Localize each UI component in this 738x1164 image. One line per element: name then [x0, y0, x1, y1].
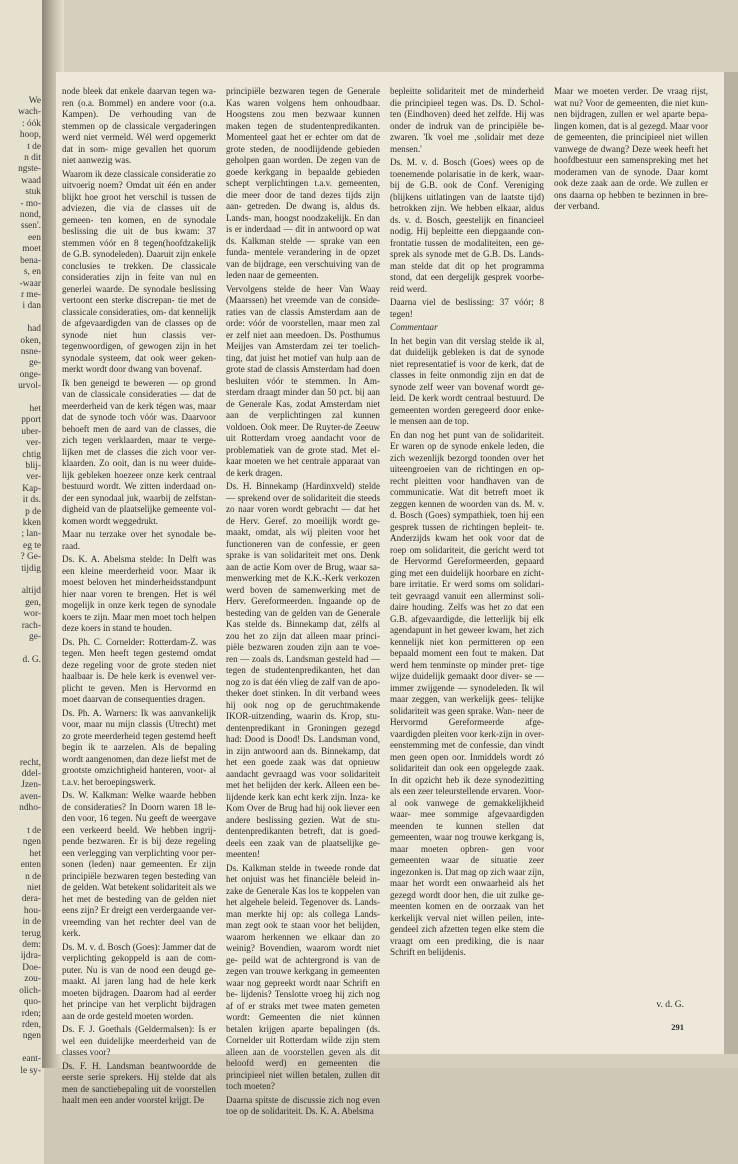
text-column-3 [390, 86, 544, 986]
left-page-line: pport [21, 415, 41, 426]
left-page-line: stuk [25, 187, 41, 198]
left-page-line: We [28, 96, 41, 106]
left-page-line [0, 575, 44, 586]
left-page-line: tijdig [21, 563, 41, 574]
left-page-line: eant- [22, 1054, 41, 1065]
left-page-line: : óók [21, 118, 41, 129]
paragraph: Waarom ik deze classicale consideratie zo uitvoerig noem? Omdat uit één en ander blijkt hoe groot het verschil is tussen de adviezen, die via de classes uit de gemeen- ten komen, en de synodale beslissing die uit de bus kwam: 37 stemmen vóór en 8 tegen(hoofdzakelijk de G.B. synodeleden). Daaruit zijn enkele conclusies te trekken. De classicale consideraties zijn in feite van nul en generlei waarde. De synodale beslissing vertoont een sterke discrepan- tie met de classicale consideraties, om- dat kennelijk de afgevaardigden van de classes op de synode niet hun classis ver- tegenwoordigen, of gewogen zijn in het synodale systeem, dat ook weer geken- merkt wordt door dwang van bovenaf. [62, 168, 216, 374]
left-page-line: kken [22, 518, 41, 529]
left-page-line: aven- [20, 791, 41, 802]
left-page-line [0, 815, 44, 826]
author-signature: v. d. G. [656, 1000, 684, 1010]
left-page-line [0, 712, 44, 723]
left-page-line: bena- [20, 255, 41, 266]
left-page-line [0, 678, 44, 689]
paragraph: Ds. Ph. C. Cornelder: Rotterdam-Z. was tegen. Men heeft tegen gestemd omdat deze regeling voor de grote steden niet haalbaar is. De hele kerk is evenwel ver- plicht te geven. Men is Hervormd en moet daarvan de consequenties dragen. [62, 636, 216, 704]
left-page-line: blij- [25, 461, 41, 471]
left-page-line: wach- [18, 107, 41, 118]
paragraph: Daarna spitste de discussie zich nog even toe op de solidariteit. Ds. K. A. Abelsma [226, 1094, 380, 1116]
left-page-line: Kap- [22, 483, 41, 494]
left-page-line: it ds. [22, 495, 41, 506]
paragraph: Ds. M. v. d. Bosch (Goes) wees op de toenemende polarisatie in de kerk, waar- bij de G.B. ook de Conf. Vereniging (blijkens uitlatingen van de laatste tijd) betrokken zijn. We hebben elkaar, aldus ds. v. d. Bosch, geestelijk en financieel nodig. Hij bepleitte een diepgaande con- frontatie tussen de modaliteiten, een ge- sprek als synode met de G.B. Ds. Lands- man stelde dat dit op het programma stond, dat een dergelijk gesprek voorbe- reid werd. [390, 157, 544, 294]
left-page-line [0, 735, 44, 746]
left-page-line: s, en [23, 267, 41, 278]
paragraph: node bleek dat enkele daarvan tegen wa- ren (o.a. Bommel) en andere voor (o.a. Kampen). De verhouding van de stemmen op de classicale vergaderingen werd niet vermeld. Wél werd opgemerkt dat in som- mige gevallen het quorum niet aanwezig was. [62, 86, 216, 165]
left-page-line: - mo- [20, 198, 41, 209]
left-page-line: gen, [25, 597, 41, 608]
left-page-line: waad [21, 175, 41, 186]
paragraph: Maar nu terzake over het synodale be- raad. [62, 529, 216, 551]
paragraph: Ds. F. J. Goethals (Geldermalsen): Is er wel een duidelijke meerderheid van de classes voor? [62, 1024, 216, 1057]
paragraph: Daarna viel de beslissing: 37 vóór; 8 tegen! [390, 297, 544, 319]
paragraph: In het begin van dit verslag stelde ik al, dat duidelijk gebleken is dat de synode niet representatief is voor de kerk, dat de classes in feite onmondig zijn en dat de synode zelf weer van bovenaf wordt ge- leid. De kerk wordt centraal bestuurd. De gemeenten worden geregeerd door enke- le mensen aan de top. [390, 335, 544, 426]
left-page-line [0, 644, 44, 655]
left-page-line: het [29, 848, 41, 859]
left-page-line: rach- [21, 620, 41, 631]
paragraph: Ds. Kalkman stelde in tweede ronde dat het onjuist was het financiële beleid in- zake de Generale Kas los te koppelen van het algehele beleid. Tegenover ds. Lands- man merkte hij op: als collega Lands- man zegt ook te staan voor het belijden, waarom herkennen we elkaar dan zo weinig? Bovendien, waarom wordt niet ge- peild wat de achtergrond is van de zegen van trouwe kerkgang in gemeenten waar nog gepreekt wordt naar Schrift en be- lijdenis? Tenslotte vroeg hij zich nog af of er straks met twee maten gemeten wordt: Gemeenten die niet kúnnen betalen krijgen aparte bepalingen (ds. Cornelder uit Rotterdam wilde zijn stem alleen aan de voorstellen geven als dit beloofd werd) en gemeenten die principieel niet willen betalen, zullen dit toch moeten? [226, 862, 380, 1091]
left-page-line: moet [22, 244, 41, 255]
left-page-fragment [0, 0, 44, 1164]
paragraph: En dan nog het punt van de solidariteit. Er waren op de synode enkele leden, die zich wezenlijk bezorgd toonden over het uiteengroeien van de richtingen en op- recht pleitten voor handhaven van de communicatie. Wat dit betreft moet ik zeggen kennen de woorden van ds. M. v. d. Bosch (Goes) sympathiek, toen hij een gesprek tussen de richtingen bepleit- te. Anderzijds kwam het ook voor dat de roep om solidariteit, die gericht werd tot de Hervormd Gereformeerden, gepaard ging met een duidelijk hoorbare en zicht- bare irritatie. Er werd soms om solidari- teit gevraagd vanuit een allerminst soli- daire houding. Zelfs was het zo dat een G.B. afgevaardigde, die letterlijk bij elk agendapunt in het geweer kwam, het zich kennelijk niet kon permitteren op een bepaald moment een fout te maken. Dat werd hem tenminste op minder pret- tige wijze duidelijk gemaakt door diver- se — immer zwijgende — synodeleden. Ik wil maar zeggen, van werkelijk gees- telijke solidariteit was geen sprake. Wan- neer de Hervormd Gereformeerde afge- vaardigden pleiten voor kerk-zijn in over- eenstemming met de confessie, dan vindt men geen open oor. Inmiddels wordt zó solidariteit dan ook een opgelegde zaak. In dit opzicht heb ik deze synodezitting als een zeer teleurstellende ervaren. Voor- al ook vanwege de gemakkelijkheid waar- mee sommige afgevaardigden meenden te kunnen stellen dat gemeenten, waar nog trouwe kerkgang is, maar moeten opbren- gen voor gemeenten waar de situatie zeer ingezonken is. Dat mag op zich waar zijn, maar het wordt een onwaarheid als het gezegd wordt door hen, die uit zulke ge- meenten komen en de oorzaak van het kerkelijk verval niet willen peilen, inte- gendeel zich afzetten tegen elke stem die vraagt om een prediking, die is naar Schrift en belijdenis. [390, 429, 544, 957]
paragraph: Ds. M. v. d. Bosch (Goes): Jammer dat de verplichting gekoppeld is aan de com- puter. Nu is van de nood een deugd ge- maakt. Al jaren lang had de hele kerk moeten bijdragen. Daarom had al eerder het principe van het verplicht bijdragen aan de orde gesteld moeten worden. [62, 941, 216, 1021]
paragraph: Vervolgens stelde de heer Van Waay (Maarssen) het vreemde van de conside- raties van de classis Amsterdam aan de orde: vóór de voorstellen, maar men zal er zelf niet aan meedoen. Ds. Posthumus Meijjes van Amsterdam zei ter toelich- ting, dat juist het motief van hulp aan de grote stad de classis Amsterdam had doen besluiten vóór te stemmen. In Am- sterdam draagt minder dan 50 pct. bij aan de Generale Kas, zodat Amsterdam niet aan de verplichtingen zal kunnen voldoen. Ook meer. De Ruyter-de Zeeuw uit Rotterdam vroeg aandacht voor de problematiek van de grote stad. Met el- kaar moeten we het centrale apparaat van de kerk dragen. [226, 283, 380, 478]
left-page-line: nsne- [20, 346, 41, 357]
left-page-line: eg te [23, 540, 41, 551]
left-page-line: p de [25, 506, 41, 517]
left-page-line [0, 393, 44, 404]
text-column-1 [62, 86, 216, 1105]
left-page-line: ver- [26, 438, 41, 449]
left-page-line [0, 746, 44, 757]
left-page-line: ijdra- [20, 951, 41, 962]
left-page-line: d. G. [22, 654, 41, 665]
left-page-line: ver- [26, 472, 41, 483]
left-page-line: niet [26, 883, 41, 894]
left-page-line: ndho- [19, 803, 41, 814]
page-number: 291 [671, 1022, 684, 1032]
text-column-2 [226, 86, 380, 1116]
left-page-line: olich- [19, 985, 41, 996]
left-page-line: r me- [20, 289, 41, 300]
page-edge-shadow [724, 72, 738, 1054]
paragraph: Ds. K. A. Abelsma stelde: In Delft was een kleine meerderheid voor. Maar ik moest beloven het minderheidsstandpunt hier naar voren te brengen. Het is wél mogelijk in onze kerk tegen de synodale koers te zijn. Maar men moet toch helpen deze koers in stand te houden. [62, 554, 216, 633]
left-page-line: in de [22, 917, 41, 928]
left-page-line: chtig [22, 449, 41, 460]
paragraph: Maar we moeten verder. De vraag rijst, wat nu? Voor de gemeenten, die niet kun- nen bijdragen, zullen er wel aparte bepa- lingen komen, dat is al gezegd. Maar voor de gemeenten, die principieel niet willen vanwege de dwang? Deze week heeft het hoofdbestuur een samenspreking met het moderamen van de synode. Daar komt ook deze zaak aan de orde. We zullen er ons daarna op hebben te bezinnen in bre- der verband. [554, 86, 708, 211]
left-page-line [0, 701, 44, 712]
left-page-line: oken, [20, 335, 41, 346]
left-page-line: enten [20, 860, 41, 871]
magazine-page [56, 72, 724, 1116]
left-page-line: dem: [22, 940, 41, 951]
left-page-line [0, 689, 44, 700]
left-page-line: terug [21, 928, 41, 939]
left-page-line: ssen'. [20, 221, 41, 232]
left-page-line: het [29, 403, 41, 414]
left-page-line: recht, [19, 757, 41, 768]
left-page-line: een [27, 232, 41, 243]
left-page-line [0, 1043, 44, 1054]
left-page-line: i dan [22, 301, 41, 312]
left-page-line: quo- [23, 997, 41, 1008]
left-page-line: ge- [29, 358, 41, 369]
left-page-line: rden; [21, 1008, 41, 1019]
left-page-line: urvol- [18, 381, 41, 392]
section-heading: Commentaar [390, 322, 438, 332]
left-page-line: had [27, 324, 41, 335]
left-page-line [0, 666, 44, 677]
paragraph: Ds. F. H. Landsman beantwoordde de eerste serie sprekers. Hij stelde dat als men de sanctiebepaling uit de voorstellen haalt men een ander voorstel krijgt. De [62, 1060, 216, 1105]
left-page-line: hou- [23, 905, 41, 916]
paragraph: Ds. W. Kalkman: Welke waarde hebben de consideraties? In Doorn waren 18 le- den voor, 16 tegen. Nu geeft de weergave een verkeerd beeld. We hebben ingrij- pende bezwaren. Er is bij deze regeling een verlegging van verplichting voor per- sonen (leden) naar gemeenten. Er zijn principiële bezwaren tegen besteding van de gelden. Wat betekent solidariteit als we het met de besteding van de gelden niet eens zijn? Er dreigt een verdergaande ver- vreemding van het rechter deel van de kerk. [62, 790, 216, 938]
left-page-line: le sy- [20, 1065, 41, 1076]
left-page-line: onge- [19, 369, 41, 380]
left-page-line: ge- [29, 632, 41, 643]
left-page-line: ngste- [18, 164, 41, 175]
left-page-line: Jzen- [21, 780, 41, 791]
left-page-line: Doe- [22, 962, 41, 973]
left-page-line: ? Ge- [20, 552, 41, 563]
text-column-4 [554, 86, 708, 986]
left-page-line: -waar [19, 278, 41, 289]
left-page-line: ngen [22, 1031, 41, 1042]
left-page-line: ; lan- [21, 529, 41, 540]
paragraph: Ds. H. Binnekamp (Hardinxveld) stelde — sprekend over de solidariteit die steeds zo naar voren wordt gebracht — dat het de Herv. Geref. zo moeilijk wordt ge- maakt, omdat, als wij pleiten voor het functioneren van de confessie, er geen sprake is van solidariteit met ons. Denk aan de actie Kom over de Brug, waar sa- menwerking met de K.K.-Kerk verkozen werd boven de samenwerking met de Herv. Gereformeerden. Ingaande op de besteding van de gelden van de Generale Kas stelde ds. Binnekamp dat, zélfs al zou het zo zijn dat alleen maar princi- piële bezwaren zouden zijn aan te voe- ren — zoals ds. Landsman gesteld had — tegen de studentenpredikanten, het dan nog zo is dat één vlieg de zalf van de apo- theker doet stinken. In dit verband wees hij ook nog op de geruchtmakende IKOR-uitzending, waarin ds. Krop, stu- dentenpredikant in Groningen gezegd had: Dood is Dood! Ds. Landsman vond, in zijn antwoord aan ds. Binnekamp, dat het een goede zaak was dat opnieuw aandacht gevraagd was voor solidariteit met het belijden der kerk. Alleen een be- lijdende kerk kan echt kerk zijn. Inza- ke Kom Over de Brug had hij ook liever een andere beslissing gezien. Wat de stu- dentenpredikanten betreft, dat is goed- deels een zaak van de plaatselijke ge- meenten! [226, 481, 380, 859]
left-page-line: dera- [21, 894, 41, 905]
left-page-line: t de [27, 141, 41, 152]
left-page-line: ngen [22, 837, 41, 848]
left-page-line: n dit [24, 153, 41, 164]
left-page-line: wor- [23, 609, 41, 620]
left-page-line: zou- [24, 974, 41, 985]
paragraph: bepleitte solidariteit met de minderheid die principieel tegen was. Ds. D. Schol- ten (Eindhoven) deed het zelfde. Hij was onder de indruk van de principiële be- zwaren. 'Ik voel me ‚solidair met deze mensen.' [390, 86, 544, 154]
paragraph: Ik ben geneigd te beweren — op grond van de classicale consideraties — dat de meerderheid van de kerk tégen was, maar dat de synode toch vóór was. Daarvoor behoeft men de aard van de classes, die zich tegen verklaarden, maar te verge- lijken met de classes die zich voor ver- klaarden. Zo ooit, dan is nu weer duide- lijk gebleken hoezeer onze kerk centraal bestuurd wordt. We zitten inderdaad on- der een synodaal juk, waarbij de zelfstan- digheid van de plaatselijke gemeente vol- komen wordt weggedrukt. [62, 377, 216, 526]
left-page-line: uber- [21, 426, 41, 437]
left-page-line: hoop, [19, 130, 41, 141]
left-page-line: n de [25, 871, 41, 882]
left-page-line: rden, [21, 1019, 41, 1030]
paragraph: Ds. Ph. A. Warners: Ik was aanvankelijk voor, maar nu mijn classis (Utrecht) met zo grote meerderheid tegen gestemd heeft begin ik te aarzelen. Als de bepaling wordt aangenomen, dan deze liefst met de grootste omzichtigheid hanteren, voor- al t.a.v. het beroepingswerk. [62, 707, 216, 787]
left-page-line: nond, [19, 210, 41, 221]
left-page-line: t de [27, 826, 41, 836]
left-page-line [0, 313, 44, 324]
left-page-line: altijd [21, 586, 41, 597]
paragraph: principiële bezwaren tegen de Generale Kas waren volgens hem onhoudbaar. Hoogstens zou men bezwaar kunnen maken tegen de studentenpredikanten. Momenteel gaat het er echter om dat de grote steden, de noodlijdende gebieden geholpen gaan worden. De zegen van de goede kerkgang in bepaalde gebieden schept verplichtingen t.a.v. gemeenten, die meer door de tand dezes tijds zijn aan- getreden. De dwang is, aldus ds. Lands- man, hoogst noodzakelijk. En dan is er inderdaad — dit in antwoord op wat ds. Kalkman stelde — sprake van een funda- mentele verandering in de opzet van de bijdrage, een verschuiving van de leden naar de gemeenten. [226, 86, 380, 280]
left-page-line: ddel- [21, 768, 41, 779]
left-page-line [0, 723, 44, 734]
